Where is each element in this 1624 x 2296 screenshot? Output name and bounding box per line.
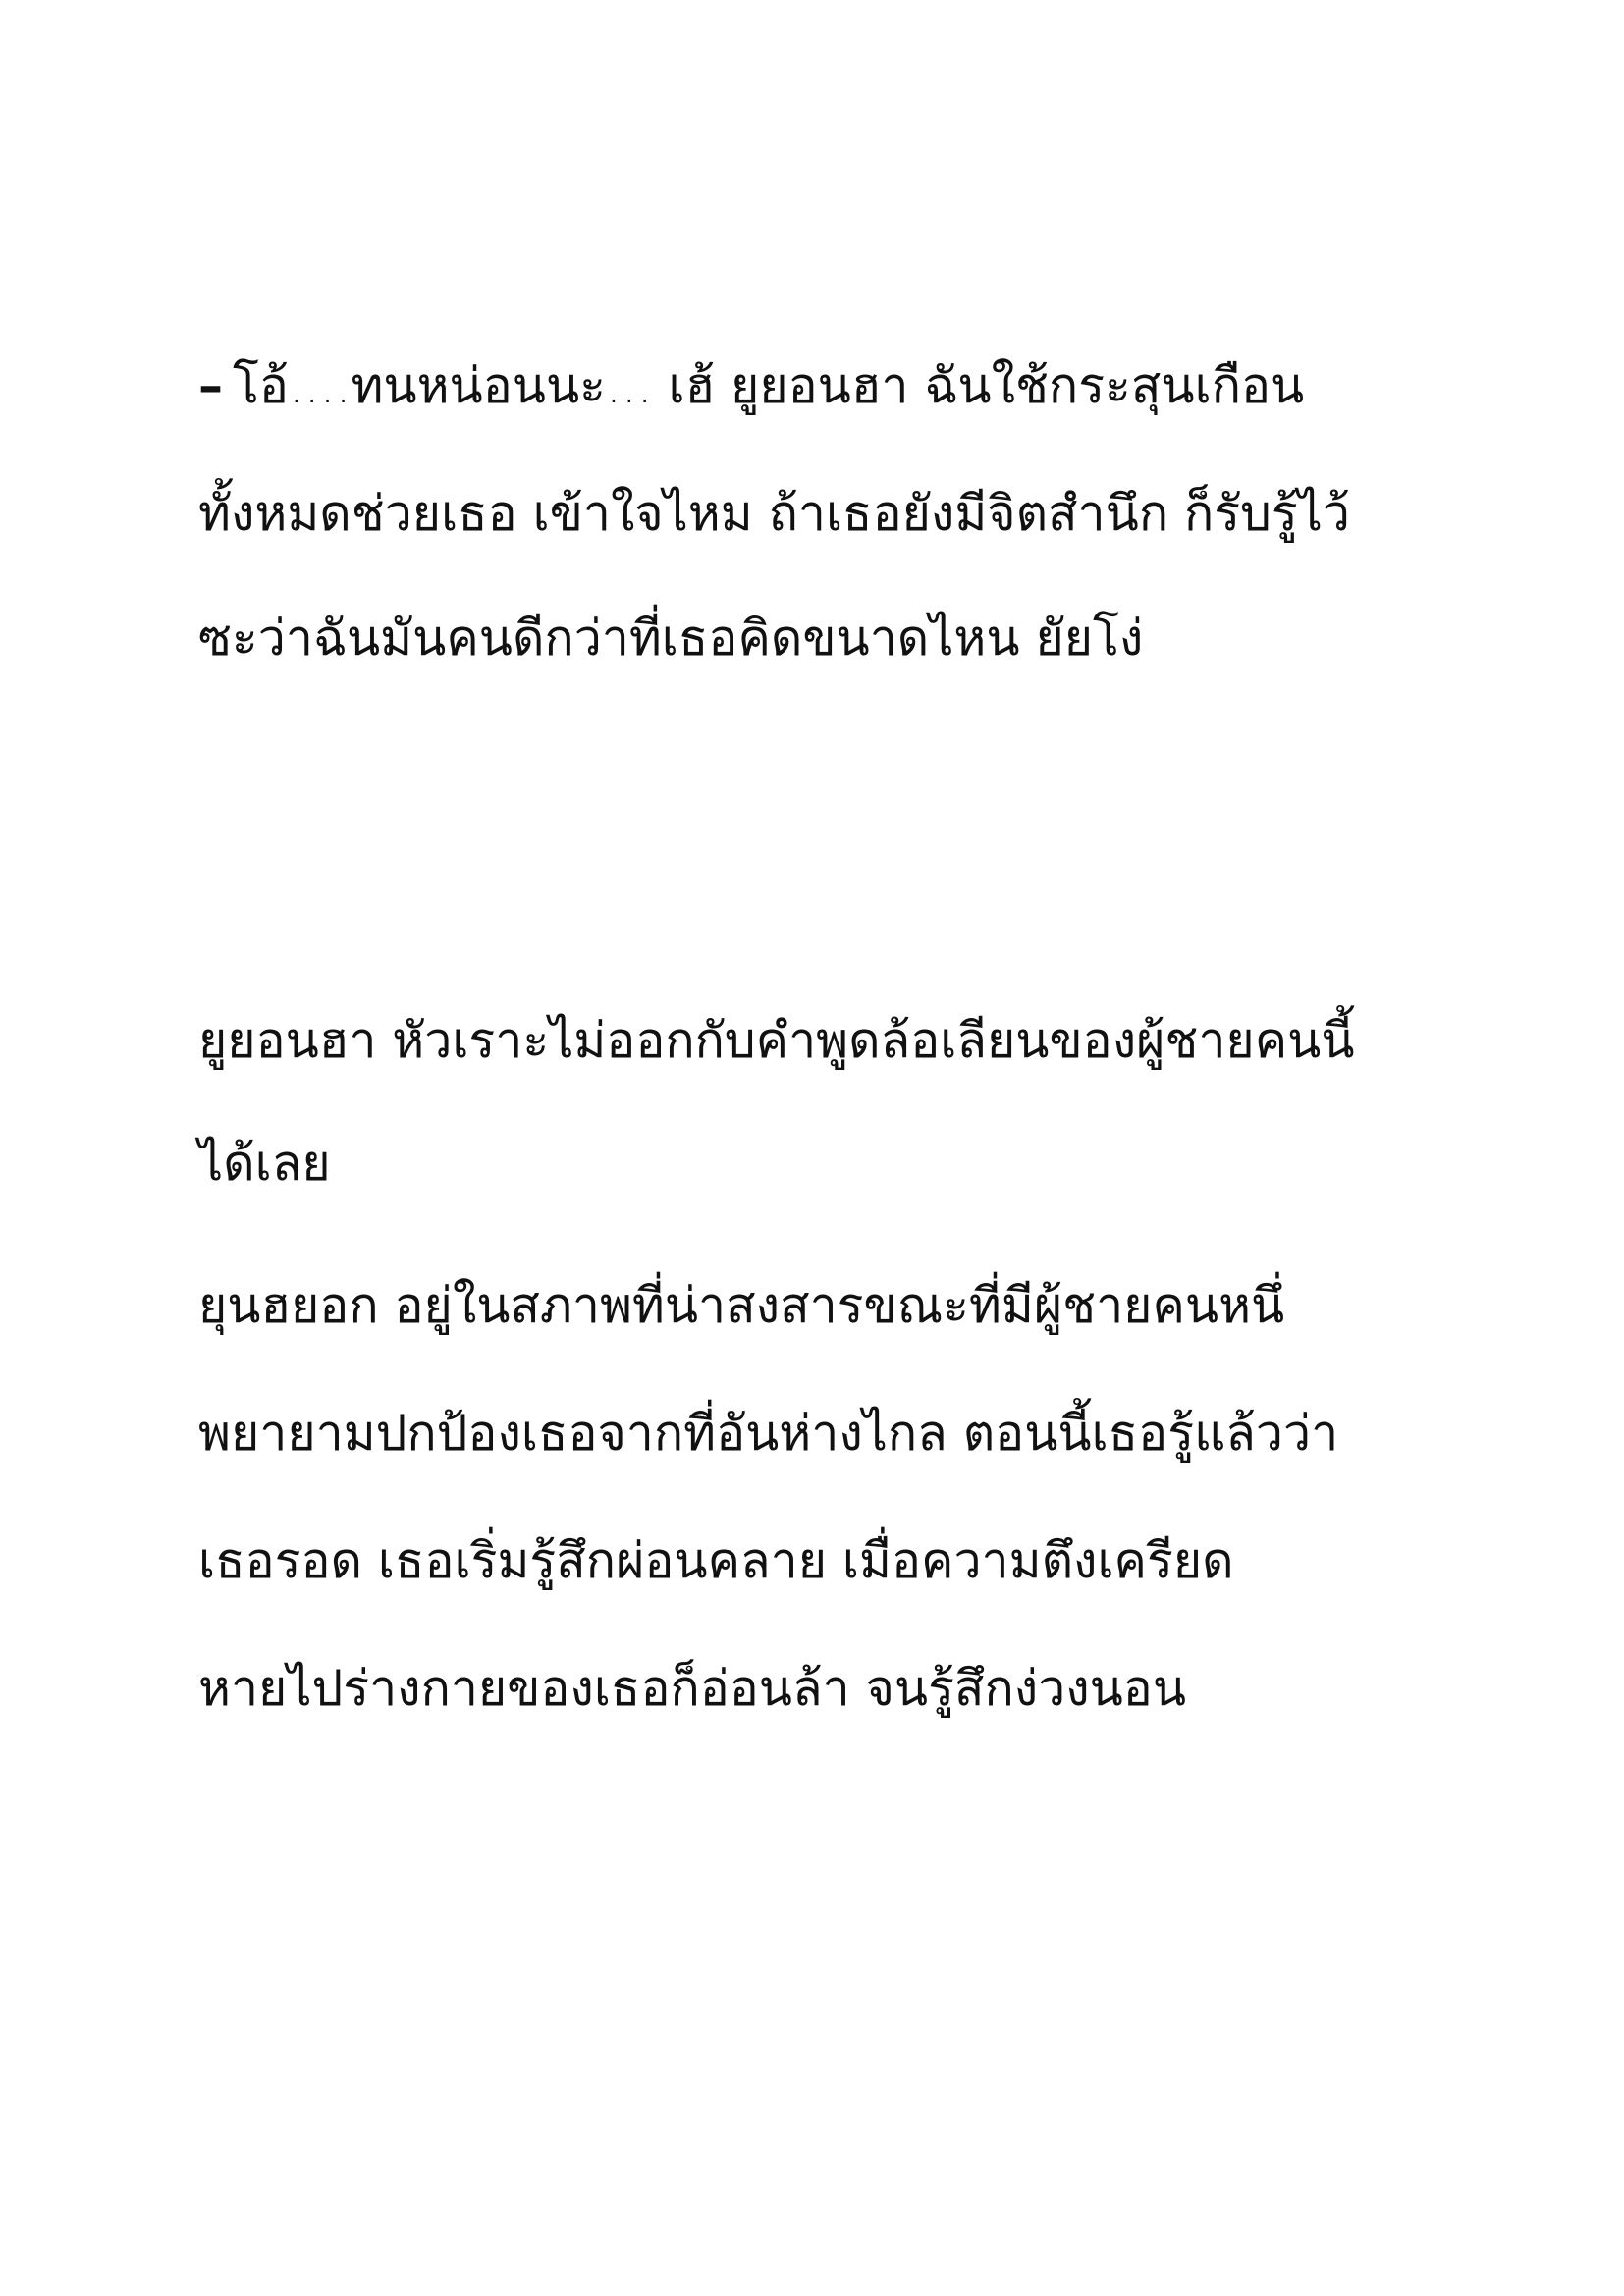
paragraph-3-line-4: หายไปร่างกายของเธอก็อ่อนล้า จนรู้สึกง่วงนอน xyxy=(198,1660,1187,1717)
paragraph-2-line-2: ได้เลย xyxy=(198,1135,331,1192)
paragraph-2-line-1: ยูยอนฮา หัวเราะไม่ออกกับคำพูดล้อเลียนของผู้ชายคนนี้ xyxy=(198,1012,1355,1069)
paragraph-3-line-3: เธอรอด เธอเริ่มรู้สึกผ่อนคลาย เมื่อความตึงเครียด xyxy=(198,1532,1234,1589)
em-dash: – xyxy=(198,357,223,414)
paragraph-1-line-3: ซะว่าฉันมันคนดีกว่าที่เธอคิดขนาดไหน ยัยโง่ xyxy=(198,610,1144,667)
paragraph-1-line-2: ทั้งหมดช่วยเธอ เข้าใจไหม ถ้าเธอยังมีจิตสำนึก ก็รับรู้ไว้ xyxy=(198,485,1350,542)
paragraph-3-line-1: ยุนฮยอก อยู่ในสภาพที่น่าสงสารขณะที่มีผู้ชายคนหนึ่ xyxy=(198,1277,1285,1334)
paragraph-1-line-1-text: โอ้....ทนหน่อนนะ... เฮ้ ยูยอนฮา ฉันใช้กระสุนเกือน xyxy=(233,357,1305,414)
paragraph-1-line-1 xyxy=(198,351,1475,420)
paragraph-3-line-2: พยายามปกป้องเธอจากที่อันห่างไกล ตอนนี้เธอรู้แล้วว่า xyxy=(198,1405,1339,1462)
